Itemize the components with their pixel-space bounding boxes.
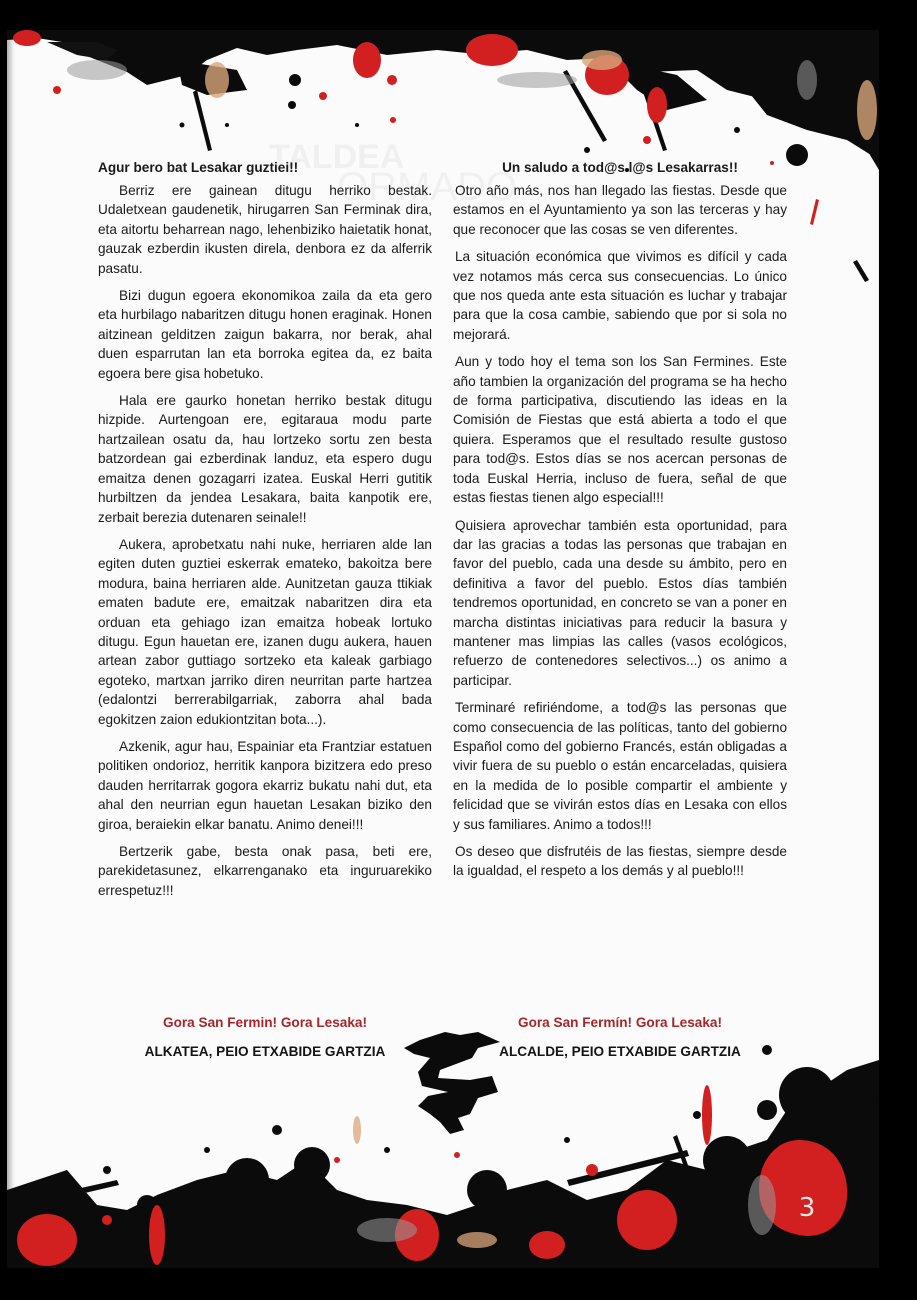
spanish-paragraph: Aun y todo hoy el tema son los San Fermines. Este año tambien la organización del programa se ha hecho de forma participativa, discutiendo las ideas en la Comisión de Fiestas que está abierta a todo el que quiera. Esperamos que el resultado resulte gustoso para tod@s. Estos días se nos acercan personas de toda Euskal Herria, incluso de fuera, señal de que estas fiestas tienen algo especial!!! [453, 354, 787, 506]
spanish-signature-block [453, 1015, 787, 1063]
basque-signature-block [98, 1015, 432, 1063]
spanish-signature: ALCALDE, PEIO ETXABIDE GARTZIA [499, 1044, 741, 1059]
spanish-cheer: Gora San Fermín! Gora Lesaka! [518, 1015, 722, 1030]
basque-heading: Agur bero bat Lesakar guztiei!! [98, 160, 299, 175]
basque-paragraph: Aukera, aprobetxatu nahi nuke, herriaren alde lan egiten duten guztiei eskerrak emateko, bakoitza bere modura, baina herriaren alde. Aunitzetan gauza ttikiak ematen badute ere, emaitzak nabaritzen dira eta orduan eta gehiago izan emaitza hobeak lortuko ditugu. Egun hauetan ere, izanen dugu aukera, hauen artean zabor guttiago sortzeko eta kaleak garbiago egoteko, martxan jarriko diren neurritan parte hartzea (edalontzi berrerabilgarriak, zaborra ahal bada egokitzen zaion edukiontzitan bota...). [98, 536, 432, 727]
basque-paragraph: Azkenik, agur hau, Espainiar eta Frantziar estatuen politiken ondorioz, herritik kanpora bizitzera edo preso dauden herritarrak gogora ekarriz bukatu nahi dut, eta ahal den neurrian egun hauetan Lesakan biziko den giroa, beraiekin elkar banatu. Animo denei!!! [98, 738, 432, 832]
basque-signature: ALKATEA, PEIO ETXABIDE GARTZIA [144, 1044, 386, 1059]
basque-paragraph: Bertzerik gabe, besta onak pasa, beti ere, parekidetasunez, elkarrenganako eta inguruarekiko errespetuz!!! [98, 844, 432, 898]
basque-paragraph: Hala ere gaurko honetan herriko bestak ditugu hizpide. Aurtengoan ere, egitaraua modu parte hartzailean osatu da, hau lortzeko sortu zen besta batzordean gai ezberdinak landuz, eta espero dugu emaitza denen gozagarri izatea. Euskal Herri gutitik hurbiltzen da jendea Lesakara, baita kanpotik ere, zerbait berezia dutenaren seinale!! [98, 393, 432, 525]
spanish-paragraph: Os deseo que disfrutéis de las fiestas, siempre desde la igualdad, el respeto a los demás y al pueblo!!! [453, 844, 787, 879]
spanish-paragraph: Otro año más, nos han llegado las fiestas. Desde que estamos en el Ayuntamiento ya son las terceras y hay que reconocer que las cosas se ven diferentes. [453, 183, 787, 237]
spanish-greeting-column [453, 158, 787, 889]
magazine-page [7, 30, 879, 1268]
spanish-paragraph: La situación económica que vivimos es difícil y cada vez notamos más cerca sus consecuencias. Lo único que nos queda ante esta situación es luchar y trabajar para que la cosa cambie, sabiendo que por si sola no mejorará. [453, 249, 787, 342]
spanish-heading: Un saludo a tod@s l@s Lesakarras!! [502, 160, 738, 175]
spanish-paragraph: Terminaré refiriéndome, a tod@s las personas que como consecuencia de las políticas, tanto del gobierno Español como del gobierno Francés, están obligadas a vivir fuera de su pueblo o están encarceladas, quisiera en la medida de lo posible compartir el ambiente y felicidad que se vivirán estos días en Lesaka con ellos y sus familiares. Animo a todos!!! [453, 700, 787, 832]
spanish-paragraph: Quisiera aprovechar también esta oportunidad, para dar las gracias a todas las personas que trabajan en favor del pueblo, cada una desde su ámbito, pero en definitiva a favor del pueblo. Estos días también tendremos oportunidad, en concreto se van a poner en marcha distintas iniciativas para reducir la basura y mantener mas limpias las calles (vasos ecológicos, refuerzo de contenedores selectivos...) os animo a participar. [453, 517, 787, 688]
page-number: 3 [798, 1193, 816, 1223]
basque-paragraph: Bizi dugun egoera ekonomikoa zaila da eta gero eta hurbilago nabaritzen ditugu honen eraginak. Honen aitzinean gelditzen zaigun bakarra, nor berak, ahal duen esparrutan lan eta borroka egitea da, ez baita egoera bere gisa hobetuko. [98, 288, 432, 381]
basque-cheer: Gora San Fermin! Gora Lesaka! [163, 1015, 367, 1030]
basque-paragraph: Berriz ere gainean ditugu herriko bestak. Udaletxean gaudenetik, hirugarren San Ferminak dira, eta aitortu beharrean nago, lehenbiziko haietatik honat, gauzak ezberdin ikusten direla, denbora ez da alferrik pasatu. [98, 183, 432, 276]
basque-greeting-column [98, 158, 432, 908]
